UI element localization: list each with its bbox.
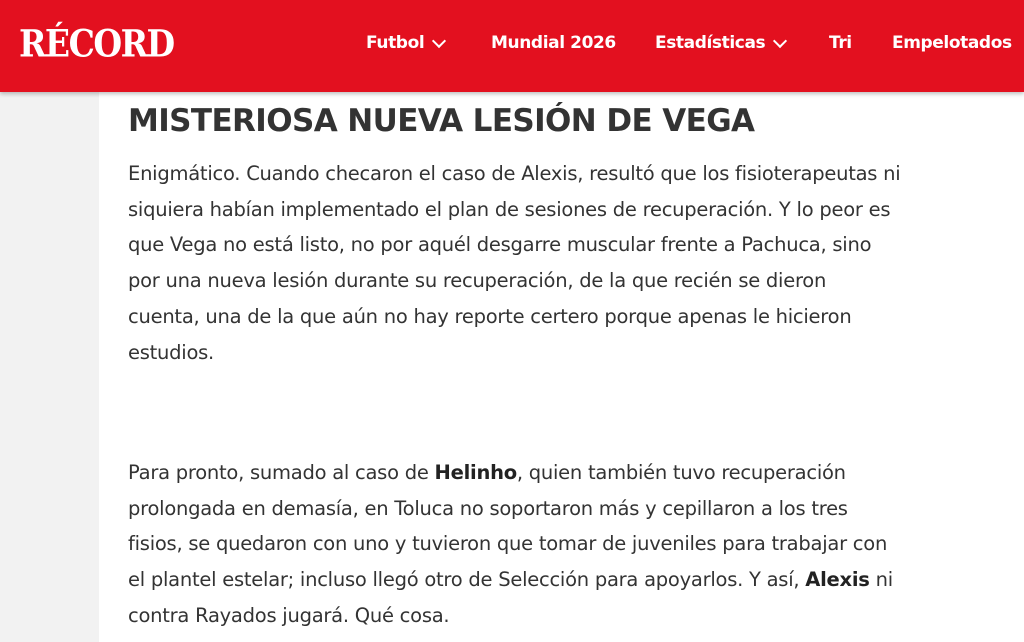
article-paragraph-2 xyxy=(128,455,1024,634)
nav-item-label: Mundial 2026 xyxy=(491,33,616,53)
paragraph-line: prolongada en demasía, en Toluca no soportaron más y cepillaron a los tres xyxy=(128,496,848,520)
paragraph-line: siquiera habían implementado el plan de sesiones de recuperación. Y lo peor es xyxy=(128,197,891,221)
paragraph-text: Para pronto, sumado al caso de xyxy=(128,461,435,484)
paragraph-text: , quien también tuvo recuperación xyxy=(516,461,846,484)
chevron-down-icon xyxy=(773,33,787,47)
record-logo[interactable]: RÉCORD xyxy=(19,22,174,66)
paragraph-text: ni xyxy=(869,568,893,592)
nav-item-label: Futbol xyxy=(366,33,425,53)
paragraph-line: estudios. xyxy=(128,340,214,364)
nav-item-futbol[interactable] xyxy=(366,30,444,56)
site-header xyxy=(0,0,1024,92)
paragraph-line: contra Rayados jugará. Qué cosa. xyxy=(128,603,450,627)
paragraph-line: por una nueva lesión durante su recuperación, de la que recién se dieron xyxy=(128,269,827,293)
paragraph-line xyxy=(128,455,1024,491)
bold-name-alexis: Alexis xyxy=(805,568,870,592)
nav-item-mundial-2026[interactable] xyxy=(491,30,616,56)
paragraph-text: el plantel estelar; incluso llegó otro de Selección para apoyarlos. Y así, xyxy=(128,568,806,592)
chevron-down-icon xyxy=(432,33,446,47)
nav-item-tri[interactable] xyxy=(829,30,852,56)
paragraph-line: Enigmático. Cuando checaron el caso de Alexis, resultó que los fisioterapeutas ni xyxy=(128,162,901,185)
article-paragraph-1 xyxy=(128,156,1024,370)
paragraph-line xyxy=(128,562,1024,598)
bold-name-helinho: Helinho xyxy=(434,461,517,484)
nav-item-label: Empelotados xyxy=(892,33,1012,53)
article-headline: MISTERIOSA NUEVA LESIÓN DE VEGA xyxy=(128,103,755,139)
paragraph-line: que Vega no está listo, no por aquél desgarre muscular frente a Pachuca, sino xyxy=(128,233,872,257)
nav-item-label: Estadísticas xyxy=(655,33,766,53)
nav-item-empelotados[interactable] xyxy=(892,30,1012,56)
paragraph-line: fisios, se quedaron con uno y tuvieron que tomar de juveniles para trabajar con xyxy=(128,532,888,556)
nav-item-estadisticas[interactable] xyxy=(655,30,785,56)
paragraph-line: cuenta, una de la que aún no hay reporte certero porque apenas le hicieron xyxy=(128,304,852,328)
nav-item-label: Tri xyxy=(829,33,852,53)
